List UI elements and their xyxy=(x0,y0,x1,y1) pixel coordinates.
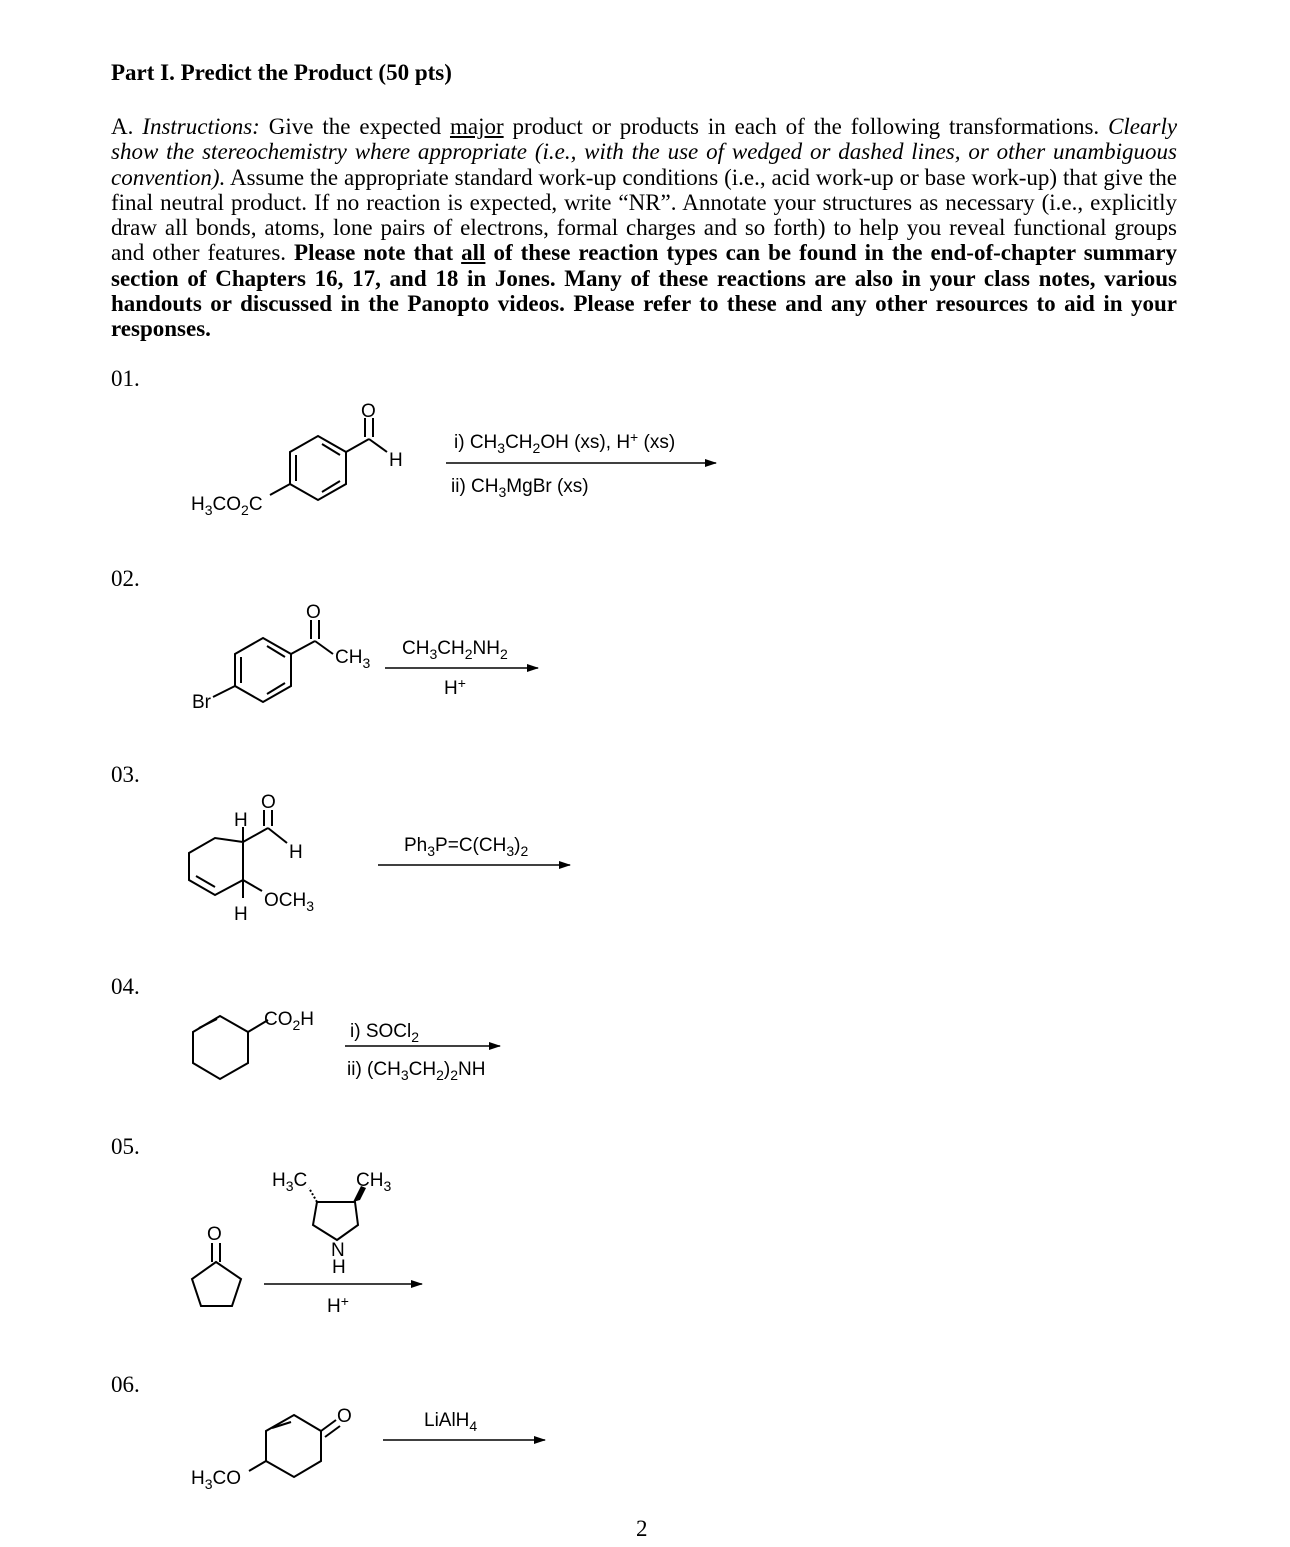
instructions-lead: A. xyxy=(111,114,134,139)
methoxy-substituent-label: H3CO xyxy=(191,1468,242,1492)
instructions-text-2: product or products in each of the following transformations. xyxy=(512,114,1100,139)
cyclopentanone-oxygen-label: O xyxy=(207,1224,222,1245)
h-bottom-label: H xyxy=(234,904,248,925)
reagent-q01-line1: i) CH3CH2OH (xs), H+ (xs) xyxy=(454,429,676,456)
methyl-right-label: CH3 xyxy=(356,1170,392,1194)
structure-q02 xyxy=(192,602,370,713)
methyl-label: CH3 xyxy=(335,647,371,671)
carbonyl-oxygen-label: O xyxy=(361,401,376,422)
h-top-label: H xyxy=(234,810,248,831)
reagent-q04-line1: i) SOCl2 xyxy=(350,1021,420,1045)
reagent-q05-line2: H+ xyxy=(327,1293,349,1317)
structure-q04 xyxy=(193,1009,314,1079)
structure-q05 xyxy=(192,1170,391,1306)
amine-h-label: H xyxy=(332,1257,346,1278)
reagent-q02-line2: H+ xyxy=(444,675,466,699)
note-bold-1: Please note that xyxy=(294,240,454,266)
enone-oxygen-label: O xyxy=(337,1406,352,1427)
ester-substituent-label: H3CO2C xyxy=(191,494,263,518)
aldehyde-h-label: H xyxy=(389,450,403,471)
reagent-q03-line1: Ph3P=C(CH3)2 xyxy=(404,835,529,859)
instructions-label: Instructions: xyxy=(142,114,260,139)
methyl-left-label: H3C xyxy=(272,1170,308,1194)
note-bold-2: of these reaction types can be found in the end-of-chapter summary section of Chapters 16, 17, and 18 in Jones. Many of these reactions are also in your class notes, various handouts or discussed in the Panopto videos. Please refer to these and any other resources to aid in your responses. xyxy=(111,240,1178,342)
bromo-substituent-label: Br xyxy=(192,692,211,713)
page-title: Part I. Predict the Product (50 pts) xyxy=(111,60,452,85)
question-number-02: 02. xyxy=(111,566,140,591)
instructions-text-3: Assume the appropriate standard work-up conditions (i.e., acid work-up or base work-up) that give the final neutral product. If no reaction is expected, write “NR”. Annotate your structures as necessary (i.e., explicitly draw all bonds, atoms, lone pairs of electrons, formal charges and so forth) to help you reveal functional groups and other features. xyxy=(111,164,1177,266)
structure-q03 xyxy=(189,792,314,925)
question-number-03: 03. xyxy=(111,762,140,787)
question-number-04: 04. xyxy=(111,974,140,999)
reagent-q04-line2: ii) (CH3CH2)2NH xyxy=(347,1059,486,1083)
methoxy-label: OCH3 xyxy=(264,890,315,914)
structure-q06 xyxy=(191,1406,352,1492)
h-aldehyde-label: H xyxy=(289,842,303,863)
reagent-q06-line1: LiAlH4 xyxy=(424,1410,478,1434)
page-number: 2 xyxy=(636,1516,648,1541)
reagent-q02-line1: CH3CH2NH2 xyxy=(402,638,508,662)
ketone-oxygen-label: O xyxy=(306,602,321,623)
stereochemistry-note: Clearly show the stereochemistry where appropriate (i.e., with the use of wedged or dashed lines, or other unambiguous convention). xyxy=(111,114,1178,190)
structure-q01 xyxy=(191,401,403,518)
question-number-06: 06. xyxy=(111,1372,140,1397)
reagent-q01-line2: ii) CH3MgBr (xs) xyxy=(451,476,589,500)
note-bold-all: all xyxy=(461,240,486,266)
nitrogen-label: N xyxy=(331,1240,345,1261)
carboxylic-acid-label: CO2H xyxy=(264,1009,315,1033)
question-number-01: 01. xyxy=(111,366,140,391)
aldehyde-oxygen-label: O xyxy=(261,792,276,813)
instructions-text-1: Give the expected xyxy=(268,114,442,139)
question-number-05: 05. xyxy=(111,1134,140,1159)
major-underlined: major xyxy=(449,114,504,139)
